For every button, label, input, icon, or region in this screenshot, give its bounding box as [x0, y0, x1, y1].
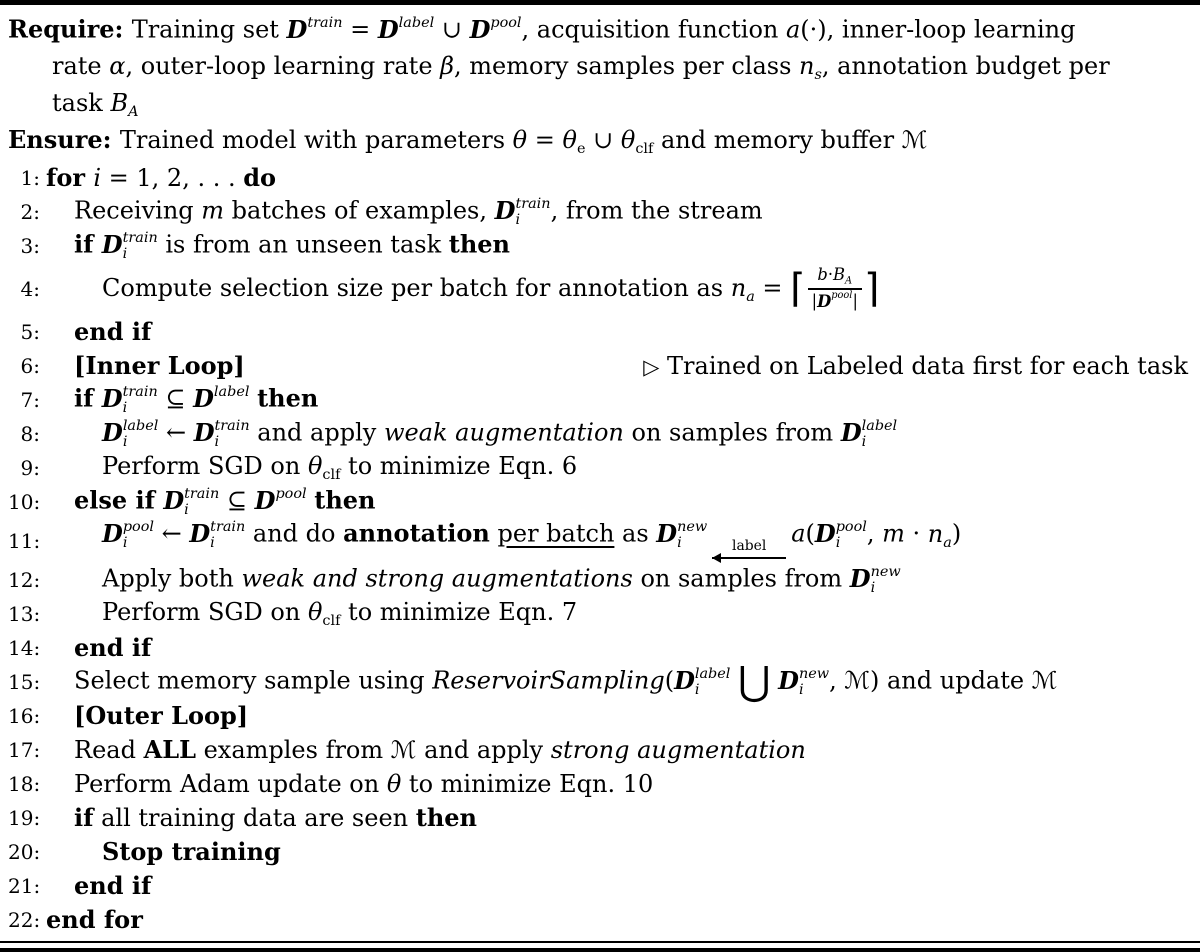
- text-run: Require:: [8, 15, 132, 44]
- math-term: $B_A$: [110, 89, 139, 121]
- line-number: 9:: [20, 456, 40, 480]
- math-term: $n_a$: [730, 273, 755, 305]
- statement: [74, 351, 245, 380]
- line-number: 22:: [8, 908, 41, 933]
- math-symbol: D: [101, 383, 123, 413]
- text-run: [730, 667, 738, 695]
- math-symbol: D: [778, 665, 799, 695]
- text-run: , annotation budget per: [821, 52, 1110, 81]
- text-run: Stop training: [102, 837, 281, 867]
- math-term: [817, 292, 852, 311]
- line-number: 4:: [20, 277, 40, 301]
- text-run: =: [342, 16, 378, 44]
- text-run: ←: [153, 519, 190, 548]
- text-run: end for: [46, 905, 143, 935]
- text-run: for: [46, 163, 94, 192]
- text-run: β: [440, 52, 455, 81]
- text-run: |: [852, 291, 858, 311]
- text-run: do: [243, 163, 277, 192]
- fraction: [808, 265, 862, 314]
- statement: [8, 91, 139, 119]
- text-run: batches of examples,: [224, 196, 495, 225]
- text-run: , outer-loop learning rate: [125, 52, 441, 81]
- math-term: [287, 16, 343, 44]
- math-scripts: label i: [122, 417, 159, 450]
- line-number: 13:: [8, 602, 41, 627]
- algorithm-line: [8, 229, 1190, 263]
- algorithm-line: [8, 161, 1190, 195]
- text-run: Ensure:: [8, 125, 120, 155]
- math-scripts: pool: [275, 485, 307, 502]
- line-number: 19:: [8, 806, 41, 831]
- text-run: task: [52, 89, 111, 118]
- bottom-rule: [0, 941, 1200, 943]
- text-run: (: [805, 519, 815, 548]
- text-run: θ: [386, 770, 402, 799]
- statement: [74, 803, 477, 833]
- text-run: Perform SGD on: [102, 451, 308, 480]
- text-run: rate: [52, 52, 110, 81]
- text-run: else if: [74, 485, 164, 515]
- math-symbol: ℳ: [844, 666, 870, 695]
- text-run: and do: [245, 519, 344, 548]
- text-run: if: [74, 383, 102, 413]
- line-number: 10:: [8, 490, 41, 514]
- math-term: [193, 385, 249, 413]
- header-line: [8, 13, 1190, 50]
- text-run: if: [74, 229, 102, 259]
- text-run: Perform Adam update on: [74, 770, 387, 799]
- text-run: end if: [74, 871, 152, 901]
- text-run: a: [785, 16, 801, 44]
- text-run: Read: [74, 736, 144, 765]
- text-run: (·), inner-loop learning: [800, 16, 1076, 44]
- text-run: on samples from: [623, 418, 841, 447]
- line-number: 16:: [8, 704, 41, 729]
- statement: [74, 633, 152, 663]
- text-run: to minimize Eqn. 7: [340, 598, 578, 627]
- statement: [102, 418, 897, 450]
- math-term: $\theta_{clf}$: [307, 451, 341, 483]
- algorithm-block: [8, 13, 1190, 937]
- math-term: [470, 16, 522, 44]
- math-scripts: pool i: [835, 519, 867, 552]
- math-scripts: new i: [677, 519, 708, 552]
- text-run: end if: [74, 633, 152, 663]
- text-run: and memory buffer: [653, 126, 902, 155]
- math-symbol: D: [189, 518, 211, 548]
- math-symbol: D: [377, 15, 399, 44]
- statement: [74, 196, 763, 228]
- math-scripts: label: [213, 383, 250, 400]
- line-number: 20:: [8, 840, 41, 865]
- header-line: [8, 50, 1190, 87]
- text-run: end if: [74, 317, 152, 346]
- math-term: $n_a$: [927, 519, 952, 551]
- comment-triangle-icon: ▷: [643, 355, 660, 379]
- line-number: 7:: [20, 388, 40, 412]
- text-run: =: [527, 126, 563, 155]
- text-run: and apply: [416, 736, 551, 765]
- algorithm-line: [8, 383, 1190, 417]
- comment-text: Trained on Labeled data first for each task: [659, 352, 1188, 380]
- algorithm-line: [8, 597, 1190, 631]
- math-symbol: D: [656, 518, 678, 548]
- text-run: [771, 667, 779, 695]
- algorithm-line: [8, 563, 1190, 597]
- line-number: 14:: [8, 636, 41, 661]
- math-scripts: label: [398, 15, 435, 32]
- math-bracket: ⌈: [790, 265, 806, 312]
- line-number: 17:: [8, 738, 41, 763]
- text-run: ⊆: [219, 486, 255, 515]
- statement: [102, 451, 578, 483]
- text-run: if: [74, 803, 94, 833]
- text-run: is from an unseen task: [157, 230, 449, 259]
- math-term: [494, 195, 551, 228]
- algorithm-line: [8, 519, 1190, 563]
- text-run: ⊆: [157, 384, 194, 413]
- math-scripts: train i: [214, 417, 250, 450]
- algorithm-line: [8, 699, 1190, 733]
- math-scripts: label i: [694, 666, 731, 699]
- text-run: = 1, 2, . . .: [101, 164, 244, 192]
- statement: [102, 837, 281, 867]
- math-symbol: D: [101, 229, 123, 259]
- text-run: ): [951, 519, 962, 548]
- math-symbol: D: [286, 15, 308, 44]
- text-run: m: [882, 519, 905, 548]
- algorithm-line: [8, 903, 1190, 937]
- text-run: as: [614, 519, 657, 548]
- line-number: 1:: [20, 166, 40, 190]
- line-number: 15:: [8, 670, 41, 695]
- math-term: [378, 16, 434, 44]
- math-scripts: label i: [861, 417, 898, 450]
- algorithm-line: [8, 835, 1190, 869]
- statement: [74, 317, 152, 346]
- algorithm-line: [8, 767, 1190, 801]
- math-symbol: ℳ: [901, 126, 928, 155]
- text-run: to minimize Eqn. 6: [340, 451, 578, 480]
- text-run: Select memory sample using: [74, 666, 433, 695]
- algorithm-line: [8, 658, 1190, 705]
- text-run: ∪: [585, 126, 621, 155]
- text-run: ALL: [143, 735, 196, 765]
- math-scripts: train i: [515, 195, 551, 228]
- text-run: a: [791, 519, 806, 548]
- text-run: [Inner Loop]: [74, 351, 245, 380]
- statement: [74, 230, 510, 262]
- algorithm-line: [8, 417, 1190, 451]
- math-term: [101, 229, 158, 262]
- text-run: strong augmentation: [550, 736, 806, 765]
- text-run: , memory samples per class: [454, 52, 800, 81]
- math-bracket: ⌉: [863, 265, 880, 312]
- text-run: ∪: [434, 16, 470, 44]
- text-run: to minimize Eqn. 10: [401, 770, 654, 799]
- math-bracket: ⋃: [738, 658, 771, 705]
- text-run: and apply: [249, 418, 384, 447]
- text-run: Trained model with parameters: [119, 126, 513, 155]
- math-term: [778, 665, 830, 699]
- text-run: m: [201, 196, 225, 225]
- math-symbol: D: [102, 518, 123, 548]
- math-scripts: train i: [122, 229, 158, 262]
- text-run: then: [314, 485, 376, 515]
- text-run: [249, 385, 257, 413]
- header-line: [8, 87, 1190, 124]
- math-symbol: D: [163, 485, 185, 515]
- text-run: ReservoirSampling: [432, 666, 665, 695]
- text-run: ·: [904, 519, 928, 548]
- statement: [102, 600, 577, 628]
- math-symbol: D: [102, 417, 123, 447]
- math-term: [674, 665, 731, 699]
- text-run: Apply both: [102, 564, 242, 593]
- line-number: 6:: [20, 354, 40, 378]
- math-symbol: D: [469, 15, 491, 44]
- math-term: [840, 417, 898, 450]
- text-run: ) and update: [870, 666, 1032, 695]
- text-run: |: [811, 291, 818, 311]
- text-run: [Outer Loop]: [74, 701, 249, 731]
- math-scripts: pool i: [122, 519, 154, 552]
- math-scripts: train i: [210, 519, 246, 552]
- text-run: Perform SGD on: [102, 598, 308, 627]
- math-scripts: train: [307, 15, 343, 32]
- math-scripts: train i: [184, 485, 220, 518]
- math-term: [656, 518, 708, 552]
- statement: [46, 163, 277, 192]
- math-symbol: D: [849, 563, 871, 593]
- header-line: [8, 124, 1190, 161]
- text-run: (: [664, 666, 675, 695]
- text-run: b: [817, 264, 828, 284]
- text-run: ,: [829, 666, 845, 695]
- text-run: i: [93, 164, 102, 192]
- math-symbol: D: [494, 195, 516, 225]
- line-number: 12:: [8, 568, 41, 593]
- text-run: α: [109, 52, 126, 81]
- statement: [8, 54, 1110, 82]
- text-run: Training set: [131, 16, 287, 44]
- line-number: 21:: [8, 874, 41, 899]
- text-run: ←: [158, 418, 194, 447]
- math-symbol: D: [814, 518, 836, 548]
- math-term: [101, 383, 158, 416]
- math-scripts: train i: [122, 383, 158, 416]
- algorithm-line: [8, 451, 1190, 485]
- math-term: $\theta_{clf}$: [307, 598, 341, 630]
- math-term: [814, 518, 867, 552]
- math-symbol: D: [254, 485, 276, 515]
- math-term: $\theta_{clf}$: [620, 126, 654, 158]
- text-run: then: [448, 229, 510, 259]
- statement: [102, 265, 879, 314]
- math-term: $n_s$: [799, 52, 822, 84]
- math-symbol: D: [674, 665, 695, 695]
- statement: [74, 735, 806, 765]
- math-symbol: D: [817, 291, 832, 311]
- statement: [74, 658, 1058, 705]
- text-run: examples from: [195, 736, 391, 765]
- algorithm-line: [8, 263, 1190, 315]
- line-number: 2:: [20, 200, 40, 224]
- text-run: [490, 520, 498, 548]
- math-term: [102, 417, 159, 450]
- line-number: 8:: [20, 422, 40, 446]
- math-term: [255, 487, 307, 515]
- text-run: weak augmentation: [383, 418, 624, 447]
- text-run: annotation: [343, 518, 490, 548]
- text-run: weak and strong augmentations: [241, 564, 633, 593]
- statement: [102, 519, 961, 563]
- algorithm-line: [8, 195, 1190, 229]
- statement: [74, 384, 318, 416]
- math-scripts: new i: [870, 564, 901, 597]
- algorithm-line: [8, 315, 1190, 349]
- text-run: then: [415, 803, 477, 833]
- line-number: 5:: [20, 320, 40, 344]
- text-run: =: [754, 273, 791, 302]
- math-term: $B_A$: [833, 264, 853, 287]
- math-symbol: D: [193, 417, 215, 447]
- line-number: 11:: [8, 529, 41, 554]
- math-symbol: D: [840, 417, 862, 447]
- line-number: 3:: [20, 234, 40, 258]
- math-term: [849, 563, 901, 597]
- statement: [74, 701, 249, 731]
- math-term: $\theta_e$: [562, 126, 586, 158]
- inline-comment: [643, 354, 1190, 378]
- text-run: then: [257, 383, 319, 413]
- text-run: on samples from: [632, 564, 850, 593]
- statement: [74, 486, 376, 518]
- statement: [102, 564, 901, 596]
- text-run: ·: [827, 264, 834, 284]
- math-symbol: ℳ: [390, 736, 417, 765]
- statement: [8, 15, 1075, 47]
- text-run: , acquisition function: [521, 16, 786, 44]
- text-run: θ: [512, 126, 528, 155]
- algorithm-line: [8, 869, 1190, 903]
- statement: [46, 905, 143, 935]
- algorithm-line: [8, 733, 1190, 767]
- math-scripts: new i: [798, 666, 830, 699]
- math-symbol: D: [193, 383, 214, 413]
- text-run: all training data are seen: [93, 804, 416, 833]
- math-term: [189, 518, 246, 552]
- text-run: Receiving: [74, 196, 202, 225]
- algorithm-line: [8, 801, 1190, 835]
- math-scripts: pool: [490, 15, 522, 32]
- line-number: 18:: [8, 772, 41, 797]
- algorithm-line: [8, 349, 1190, 383]
- math-symbol: ℳ: [1031, 666, 1058, 695]
- text-run: Compute selection size per batch for annotation as: [102, 273, 731, 302]
- text-run: per batch: [497, 519, 615, 548]
- text-run: ,: [866, 519, 883, 548]
- math-term: [163, 485, 220, 518]
- math-scripts: pool: [831, 290, 853, 302]
- math-term: [193, 417, 250, 450]
- math-term: [102, 518, 154, 552]
- text-run: , from the stream: [550, 196, 763, 225]
- algorithm-line: [8, 631, 1190, 665]
- statement: [8, 125, 928, 158]
- statement: [74, 871, 152, 901]
- statement: [74, 770, 654, 799]
- algorithm-line: [8, 485, 1190, 519]
- labeled-arrow-icon: label: [712, 539, 786, 563]
